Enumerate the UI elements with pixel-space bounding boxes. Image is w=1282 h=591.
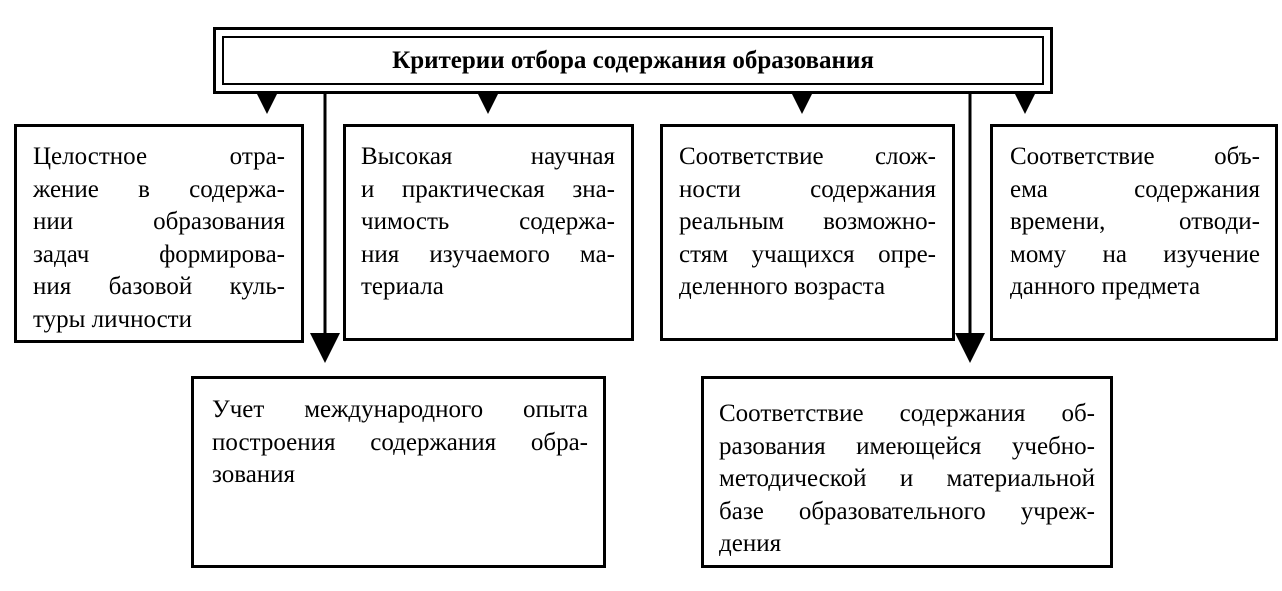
criterion-6-line: базе образовательного учреж- bbox=[719, 497, 1095, 525]
diagram-title: Критерии отбора содержания образования bbox=[392, 46, 874, 74]
criterion-3-line: стям учащихся опре- bbox=[679, 240, 936, 268]
criterion-3-line: Соответствие слож- bbox=[679, 143, 936, 170]
criterion-1-line: Целостное отра- bbox=[33, 143, 285, 170]
criterion-2-line: териала bbox=[361, 273, 444, 300]
criterion-4-line: мому на изучение bbox=[1010, 240, 1260, 268]
criterion-6-line: разования имеющейся учебно- bbox=[719, 432, 1095, 460]
criterion-4-line: Соответствие объ- bbox=[1010, 143, 1260, 170]
diagram-title-box bbox=[213, 27, 1053, 94]
criterion-2-line: ния изучаемого ма- bbox=[361, 240, 615, 268]
criterion-1-line: туры личности bbox=[33, 305, 192, 333]
criterion-4-line: ема содержания bbox=[1010, 175, 1260, 203]
criterion-5-line: построения содержания обра- bbox=[212, 428, 588, 456]
criterion-2-line: чимость содержа- bbox=[361, 208, 615, 235]
criterion-3-line: деленного возраста bbox=[679, 273, 886, 300]
criterion-text-5 bbox=[212, 394, 588, 492]
criterion-text-4 bbox=[1010, 141, 1260, 304]
criterion-5-line: зования bbox=[212, 461, 296, 488]
criterion-text-1 bbox=[33, 141, 285, 336]
criterion-text-6 bbox=[719, 398, 1095, 561]
criterion-6-line: дения bbox=[719, 530, 782, 557]
criterion-3-line: ности содержания bbox=[679, 175, 936, 203]
criterion-text-2 bbox=[361, 141, 615, 304]
criterion-6-line: методической и материальной bbox=[719, 465, 1095, 492]
criterion-2-line: и практическая зна- bbox=[361, 175, 615, 203]
criterion-6-line: Соответствие содержания об- bbox=[719, 400, 1095, 427]
criterion-5-line: Учет международного опыта bbox=[212, 396, 588, 423]
criterion-1-line: задач формирова- bbox=[33, 240, 285, 268]
criterion-text-3 bbox=[679, 141, 936, 304]
criterion-3-line: реальным возможно- bbox=[679, 208, 936, 235]
criterion-4-line: данного предмета bbox=[1010, 273, 1201, 300]
diagram-title-inner-frame bbox=[222, 36, 1044, 85]
criterion-1-line: нии образования bbox=[33, 208, 285, 235]
criterion-4-line: времени, отводи- bbox=[1010, 208, 1260, 235]
criterion-1-line: ния базовой куль- bbox=[33, 273, 285, 300]
criterion-1-line: жение в содержа- bbox=[33, 175, 285, 203]
criterion-2-line: Высокая научная bbox=[361, 143, 615, 170]
